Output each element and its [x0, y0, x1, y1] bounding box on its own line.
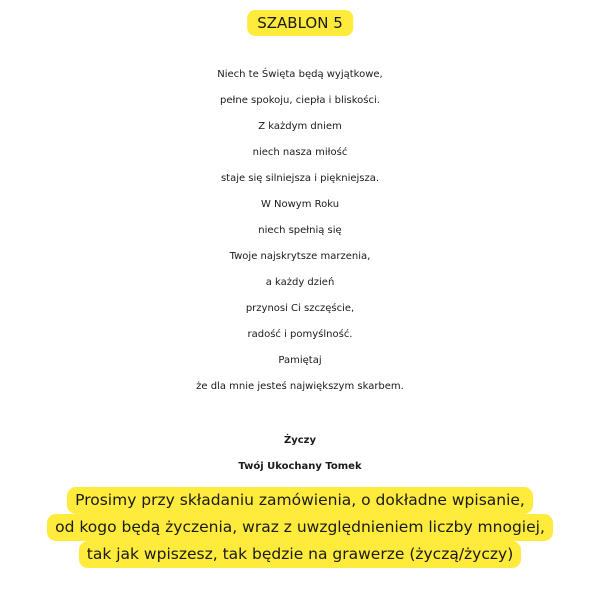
poem-line: a każdy dzień [265, 277, 335, 288]
order-note-line: Prosimy przy składaniu zamówienia, o dokładne wpisanie, [67, 487, 533, 514]
poem-line: pełne spokoju, ciepła i bliskości. [220, 95, 380, 106]
poem-line: przynosi Ci szczęście, [245, 303, 355, 314]
poem-line: niech spełnią się [258, 225, 342, 236]
poem-line: radość i pomyślność. [247, 329, 353, 340]
poem-line: niech nasza miłość [252, 147, 348, 158]
poem-line: W Nowym Roku [260, 199, 340, 210]
template-badge: SZABLON 5 [247, 10, 353, 36]
signature-name: Twój Ukochany Tomek [238, 461, 362, 472]
poem-line: że dla mnie jesteś największym skarbem. [196, 381, 404, 392]
poem-text [0, 62, 600, 400]
signature-greeting: Życzy [283, 435, 317, 446]
poem-line: Niech te Święta będą wyjątkowe, [217, 69, 383, 80]
poem-line: staje się silniejsza i piękniejsza. [220, 173, 380, 184]
poem-line: Twoje najskrytsze marzenia, [229, 251, 371, 262]
poem-line: Pamiętaj [278, 355, 322, 366]
order-note [0, 487, 600, 568]
poem-line: Z każdym dniem [258, 121, 342, 132]
order-note-line: tak jak wpiszesz, tak będzie na grawerze (życzą/życzy) [79, 541, 522, 568]
order-note-line: od kogo będą życzenia, wraz z uwzględnieniem liczby mnogiej, [47, 514, 553, 541]
signature-block [0, 428, 600, 480]
